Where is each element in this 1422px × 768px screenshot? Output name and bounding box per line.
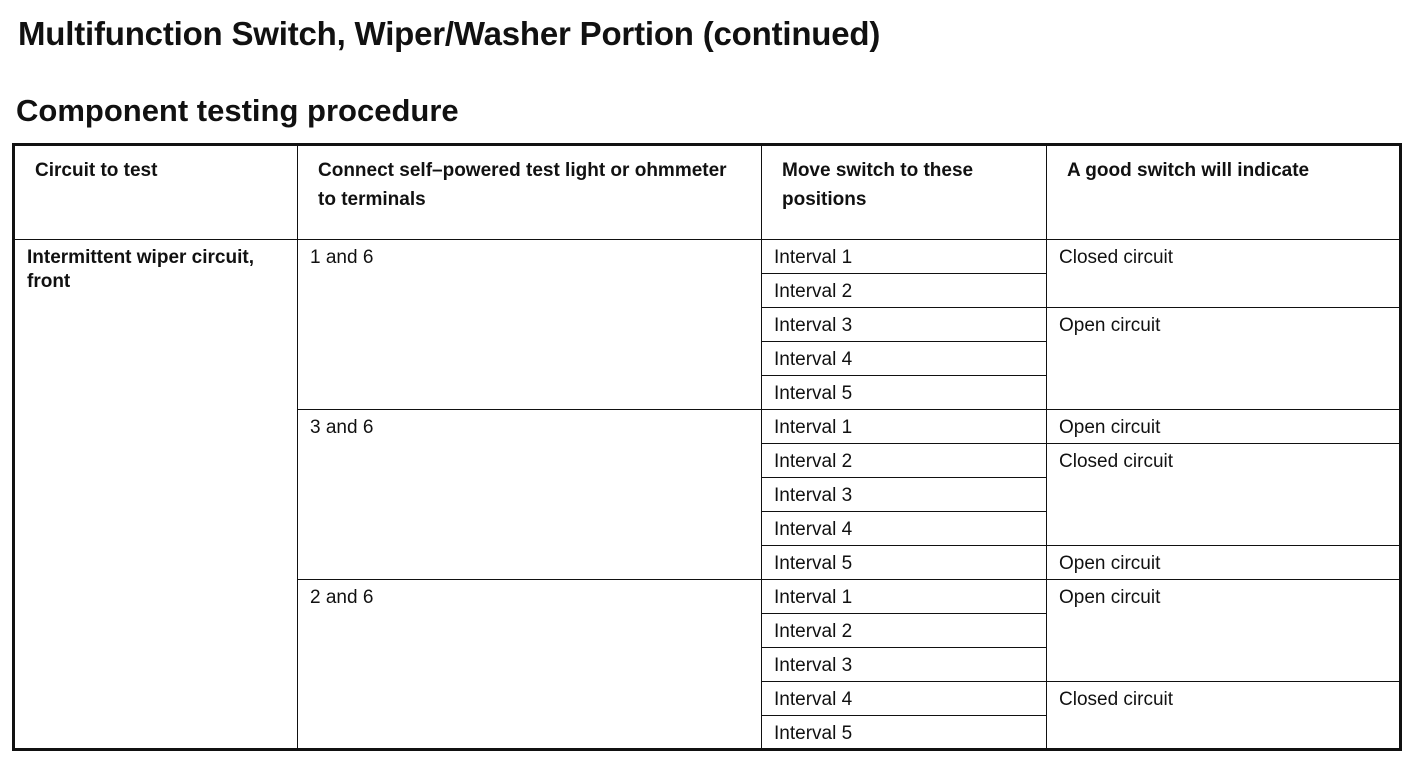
position-cell: Interval 1 bbox=[762, 240, 1047, 274]
circuit-cell: Intermittent wiper circuit, front bbox=[14, 240, 298, 750]
result-cell: Open circuit bbox=[1047, 546, 1401, 580]
result-cell: Open circuit bbox=[1047, 308, 1401, 410]
position-cell: Interval 1 bbox=[762, 410, 1047, 444]
header-connect-terminals: Connect self–powered test light or ohmmeter to terminals bbox=[298, 145, 762, 240]
position-cell: Interval 3 bbox=[762, 648, 1047, 682]
terminals-cell: 2 and 6 bbox=[298, 580, 762, 750]
result-cell: Closed circuit bbox=[1047, 682, 1401, 750]
position-cell: Interval 3 bbox=[762, 478, 1047, 512]
position-cell: Interval 5 bbox=[762, 716, 1047, 750]
header-good-switch-indication: A good switch will indicate bbox=[1047, 145, 1401, 240]
table-header-row bbox=[14, 145, 1401, 240]
terminals-cell: 1 and 6 bbox=[298, 240, 762, 410]
position-cell: Interval 5 bbox=[762, 546, 1047, 580]
header-switch-positions: Move switch to these positions bbox=[762, 145, 1047, 240]
position-cell: Interval 5 bbox=[762, 376, 1047, 410]
position-cell: Interval 2 bbox=[762, 274, 1047, 308]
position-cell: Interval 2 bbox=[762, 614, 1047, 648]
section-title: Component testing procedure bbox=[16, 93, 459, 128]
position-cell: Interval 4 bbox=[762, 342, 1047, 376]
table-row bbox=[14, 240, 1401, 274]
component-testing-table bbox=[12, 143, 1402, 751]
terminals-cell: 3 and 6 bbox=[298, 410, 762, 580]
position-cell: Interval 4 bbox=[762, 512, 1047, 546]
position-cell: Interval 4 bbox=[762, 682, 1047, 716]
result-cell: Open circuit bbox=[1047, 410, 1401, 444]
position-cell: Interval 1 bbox=[762, 580, 1047, 614]
result-cell: Closed circuit bbox=[1047, 444, 1401, 546]
table-body bbox=[14, 240, 1401, 750]
position-cell: Interval 2 bbox=[762, 444, 1047, 478]
result-cell: Closed circuit bbox=[1047, 240, 1401, 308]
header-circuit-to-test: Circuit to test bbox=[14, 145, 298, 240]
document-title: Multifunction Switch, Wiper/Washer Portion (continued) bbox=[18, 15, 881, 52]
result-cell: Open circuit bbox=[1047, 580, 1401, 682]
position-cell: Interval 3 bbox=[762, 308, 1047, 342]
